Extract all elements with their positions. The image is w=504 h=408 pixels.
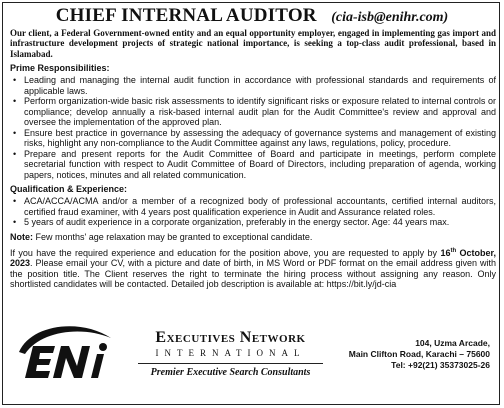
address-line: 104, Uzma Arcade, (415, 338, 490, 348)
company-address (349, 338, 490, 371)
address-line: Main Clifton Road, Karachi – 75600 (348, 349, 490, 359)
company-subtitle: INTERNATIONAL (155, 348, 306, 358)
responsibility-text: Prepare and present reports for the Audit Committee of Board and participate in meetings, perform complete secretarial function with respect to Audit Committee of Board of Directors, including preparation of agenda, working papers, notices, minutes and all related communication. (24, 148, 496, 180)
qualification-heading: Qualification & Experience: (10, 184, 128, 195)
responsibilities-heading: Prime Responsibilities: (10, 63, 110, 74)
ad-footer (0, 318, 504, 404)
bullet-icon: • (13, 217, 17, 228)
list-item (13, 127, 496, 149)
qualification-text: 5 years of audit experience in a corporate organization, preferably in the energy sector. Age: 44 years max. (24, 217, 450, 228)
job-title: CHIEF INTERNAL AUDITOR (55, 5, 317, 26)
bullet-icon: • (13, 75, 17, 86)
ad-header (0, 5, 504, 27)
responsibility-text: Ensure best practice in governance by assessing the adequacy of governance systems and management of existing risks, highlight any non-compliance to the Audit Committee against any laws, regulations, policy, procedure. (24, 127, 496, 149)
apply-instructions (10, 248, 496, 290)
list-item (13, 75, 496, 96)
company-name: Executives Network (155, 329, 306, 346)
application-email[interactable]: (cia-isb@enihr.com) (331, 10, 449, 25)
bullet-icon: • (13, 196, 17, 207)
phone-number: Tel: +92(21) 35373025-26 (391, 360, 490, 370)
apply-text-start: If you have the required experience and education for the position above, you are requested to apply by (10, 247, 441, 258)
intro-paragraph: Our client, a Federal Government-owned entity and an equal opportunity employer, engaged in implementing gas import and infrastructure development projects of strategic national importance, is seeking a top-class audit professional, based in Islamabad. (10, 28, 496, 59)
note-label: Note: (10, 231, 33, 242)
apply-text-end: . Please email your CV, with a picture and date of birth, in MS Word or PDF format on the email address given with the position title. The Client reserves the right to terminate the hiring process without assigning any reason. Only shortlisted candidates will be contacted. Detailed job description is available at: https://bit.ly/jd-cia (10, 258, 496, 289)
company-block (138, 329, 323, 378)
note-text: Few months' age relaxation may be granted to exceptional candidate. (35, 231, 313, 242)
ad-body (10, 28, 496, 289)
note (10, 232, 496, 243)
list-item (13, 217, 496, 228)
bullet-icon: • (13, 96, 17, 107)
responsibilities-list (10, 75, 496, 180)
bullet-icon: • (13, 127, 17, 138)
deadline-month-year: October, 2023 (10, 247, 497, 269)
deadline-day: 16 (440, 247, 451, 258)
bullet-icon: • (13, 148, 17, 159)
company-tagline: Premier Executive Search Consultants (138, 363, 323, 378)
responsibility-text: Leading and managing the internal audit function in accordance with professional standards and requirements of applicable laws. (24, 75, 496, 96)
list-item (13, 196, 496, 217)
list-item (13, 96, 496, 128)
eni-logo (11, 322, 115, 386)
responsibility-text: Perform organization-wide basic risk assessments to identify significant risks or exposure related to internal controls or compliance; develop annually a risk-based internal audit plan for the Audit Committee's review and approval and oversee the implementation of the approved plan. (24, 96, 496, 128)
qualification-text: ACA/ACCA/ACMA and/or a member of a recognized body of professional accountants, certified internal auditors, certified fraud examiner, with 4 years post qualification experience in Audit and Assurance related roles. (24, 196, 496, 217)
qualification-list (10, 196, 496, 228)
deadline-suffix: th (450, 247, 457, 254)
list-item (13, 148, 496, 180)
